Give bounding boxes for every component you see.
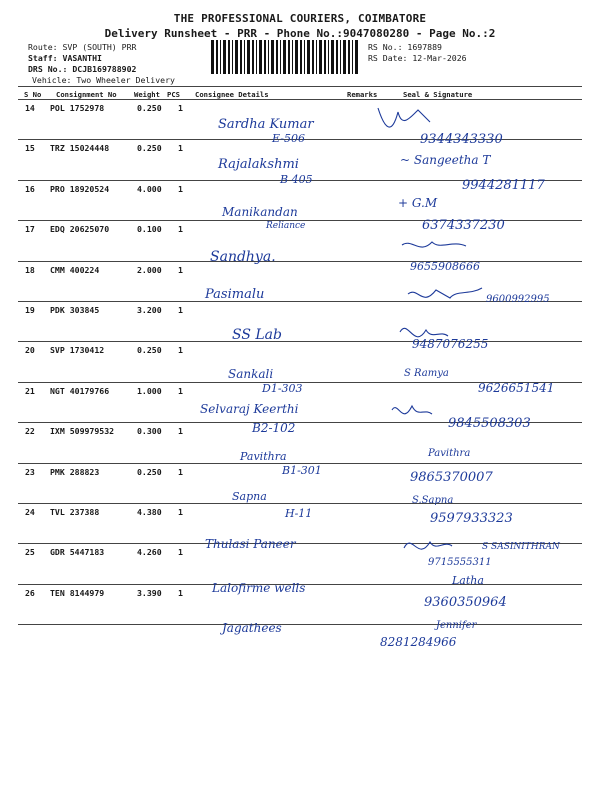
barcode-bar xyxy=(247,40,250,74)
handwriting-signature-22: Pavithra xyxy=(428,448,471,459)
row-pcs: 1 xyxy=(178,426,183,437)
barcode-bar xyxy=(331,40,334,74)
row-weight: 0.300 xyxy=(137,426,162,437)
signature-stroke-18 xyxy=(408,288,482,298)
row-divider xyxy=(18,422,582,423)
row-consignment-no: CMM 400224 xyxy=(50,264,100,275)
barcode-bar xyxy=(256,40,257,74)
row-consignment-no: TRZ 15024448 xyxy=(50,143,110,154)
row-sno: 14 xyxy=(25,103,35,113)
row-sno: 23 xyxy=(25,466,35,477)
barcode-bar xyxy=(292,40,293,74)
barcode-bar xyxy=(319,40,322,74)
route-text: Route: SVP (SOUTH) PRR xyxy=(28,42,137,52)
handwriting-signature-20b: 9626651541 xyxy=(478,381,555,395)
row-pcs: 1 xyxy=(178,264,183,275)
row-sno: 22 xyxy=(25,426,35,437)
barcode-bar xyxy=(328,40,329,74)
handwriting-consignee-16: Manikandan xyxy=(222,205,298,219)
row-pcs: 1 xyxy=(178,224,183,235)
row-consignment-no: SVP 1730412 xyxy=(50,345,105,356)
row-consignment-no: PDK 303845 xyxy=(50,305,100,315)
row-consignment-no: NGT 40179766 xyxy=(50,385,110,396)
row-consignment-no: GDR 5447183 xyxy=(50,547,105,558)
handwriting-consignee-22b: B1-301 xyxy=(282,464,322,477)
row-weight: 2.000 xyxy=(137,264,162,275)
row-consignment-no: PMK 288823 xyxy=(50,466,100,477)
handwriting-consignee-25: Lalofirme wells xyxy=(212,581,306,595)
barcode-bar xyxy=(295,40,298,74)
barcode-bar xyxy=(307,40,310,74)
row-sno: 15 xyxy=(25,143,35,154)
table-header-rule xyxy=(18,99,582,100)
barcode-bar xyxy=(235,40,238,74)
barcode-bar xyxy=(276,40,278,74)
row-pcs: 1 xyxy=(178,183,183,194)
row-consignment-no: IXM 509979532 xyxy=(50,426,115,437)
row-divider xyxy=(18,220,582,221)
handwritten-recipient-signatures xyxy=(378,108,561,649)
barcode-bar xyxy=(259,40,262,74)
row-consignment-no: PRO 18920524 xyxy=(50,183,110,194)
handwriting-consignee-23b: H-11 xyxy=(285,507,313,520)
row-sno: 25 xyxy=(25,547,35,558)
runsheet-subtitle: Delivery Runsheet - PRR - Phone No.:9047080280 - Page No.:2 xyxy=(104,27,496,40)
barcode-bar xyxy=(348,40,350,74)
barcode-bar xyxy=(288,40,290,74)
handwriting-signature-26: Jennifer xyxy=(436,620,477,631)
barcode-bar xyxy=(280,40,281,74)
row-weight: 0.250 xyxy=(137,103,162,113)
row-divider xyxy=(18,382,582,383)
handwriting-consignee-20b: D1-303 xyxy=(262,382,303,395)
barcode-bar xyxy=(223,40,226,74)
row-sno: 16 xyxy=(25,183,35,194)
row-pcs: 1 xyxy=(178,385,183,396)
barcode-bar xyxy=(340,40,341,74)
barcode-bar xyxy=(316,40,317,74)
row-sno: 24 xyxy=(25,507,35,517)
row-divider xyxy=(18,341,582,342)
row-weight: 4.260 xyxy=(137,547,162,558)
handwriting-signature-24b: 9715555311 xyxy=(428,557,492,568)
barcode-bar xyxy=(220,40,221,74)
barcode-bar xyxy=(343,40,346,74)
row-divider xyxy=(18,543,582,544)
handwriting-signature-25: Latha xyxy=(452,574,484,587)
handwriting-consignee-15b: B 405 xyxy=(280,173,313,186)
row-sno: 20 xyxy=(25,345,35,356)
row-consignment-no: TVL 237388 xyxy=(50,507,100,517)
handwritten-consignee-notes xyxy=(200,117,322,635)
signature-stroke-21 xyxy=(392,406,432,414)
row-pcs: 1 xyxy=(178,143,183,154)
handwriting-signature-16b: 6374337230 xyxy=(422,218,505,233)
barcode-bar xyxy=(240,40,242,74)
handwriting-consignee-21: Selvaraj Keerthi xyxy=(200,402,299,416)
row-weight: 0.250 xyxy=(137,345,162,356)
barcode-bar xyxy=(355,40,358,74)
row-pcs: 1 xyxy=(178,547,183,558)
row-pcs: 1 xyxy=(178,345,183,356)
handwriting-signature-23b: 9597933323 xyxy=(430,511,513,526)
signature-stroke-14 xyxy=(378,108,430,127)
staff-value: VASANTHI xyxy=(62,53,102,63)
rs-number: RS No.: 1697889 xyxy=(368,42,442,52)
row-divider xyxy=(18,624,582,625)
handwriting-consignee-14b: E-506 xyxy=(272,132,305,145)
handwriting-signature-25b: 9360350964 xyxy=(424,595,507,610)
handwriting-signature-23: S.Sapna xyxy=(412,495,454,506)
table-top-rule xyxy=(18,86,582,87)
barcode-bar xyxy=(300,40,302,74)
rs-date: RS Date: 12-Mar-2026 xyxy=(368,53,467,63)
vehicle-text: Vehicle: Two Wheeler Delivery xyxy=(32,75,175,85)
handwriting-consignee-22: Pavithra xyxy=(240,450,287,463)
row-sno: 17 xyxy=(25,224,35,235)
row-divider xyxy=(18,503,582,504)
handwriting-consignee-17: Sandhya. xyxy=(210,249,276,265)
handwriting-consignee-14: Sardha Kumar xyxy=(218,117,314,132)
row-divider xyxy=(18,463,582,464)
barcode-bar xyxy=(304,40,305,74)
barcode-bar xyxy=(211,40,214,74)
handwriting-consignee-23: Sapna xyxy=(232,490,267,503)
row-pcs: 1 xyxy=(178,305,183,315)
handwriting-consignee-20: Sankali xyxy=(228,367,274,381)
row-pcs: 1 xyxy=(178,587,183,598)
handwriting-consignee-19: SS Lab xyxy=(232,327,282,343)
row-weight: 4.380 xyxy=(137,507,162,517)
handwriting-signature-14: 9344343330 xyxy=(420,132,503,147)
handwriting-signature-22b: 9865370007 xyxy=(410,470,493,485)
barcode-bar xyxy=(312,40,314,74)
company-title: THE PROFESSIONAL COURIERS, COIMBATORE xyxy=(173,12,427,25)
barcode-bar xyxy=(268,40,269,74)
barcode xyxy=(211,40,359,74)
row-consignment-no: TEN 8144979 xyxy=(50,587,105,598)
barcode-bar xyxy=(216,40,218,74)
handwriting-signature-19: 9487076255 xyxy=(412,337,489,351)
handwriting-consignee-21b: B2-102 xyxy=(252,421,296,435)
handwriting-signature-15b: 9944281117 xyxy=(462,178,545,193)
drs-label: DRS No.: xyxy=(28,64,68,74)
row-weight: 3.200 xyxy=(137,305,162,315)
barcode-bar xyxy=(252,40,254,74)
handwriting-signature-17: 9655908666 xyxy=(410,260,480,273)
handwriting-signature-18: 9600992995 xyxy=(486,294,550,305)
handwriting-consignee-15: Rajalakshmi xyxy=(218,157,299,172)
barcode-bar xyxy=(324,40,326,74)
row-sno: 19 xyxy=(25,305,35,315)
header-consignee: Consignee Details xyxy=(195,90,269,99)
drs-value: DCJB169788902 xyxy=(72,64,137,74)
header-sno: S No xyxy=(24,90,42,99)
row-weight: 0.100 xyxy=(137,224,162,235)
handwriting-consignee-24: Thulasi Paneer xyxy=(205,537,296,551)
handwriting-signature-21: 9845508303 xyxy=(448,416,531,431)
barcode-bar xyxy=(244,40,245,74)
row-weight: 0.250 xyxy=(137,143,162,154)
staff-label: Staff: xyxy=(28,53,58,63)
staff-line xyxy=(28,53,102,63)
header-seal-signature: Seal & Signature xyxy=(403,90,473,99)
row-weight: 1.000 xyxy=(137,385,162,396)
row-divider xyxy=(18,301,582,302)
barcode-bar xyxy=(232,40,233,74)
header-weight: Weight xyxy=(134,90,160,99)
row-weight: 4.000 xyxy=(137,183,162,194)
row-divider xyxy=(18,584,582,585)
barcode-bar xyxy=(271,40,274,74)
row-divider xyxy=(18,261,582,262)
barcode-bar xyxy=(283,40,286,74)
row-pcs: 1 xyxy=(178,507,183,517)
row-divider xyxy=(18,139,582,140)
row-sno: 21 xyxy=(25,385,35,396)
row-sno: 26 xyxy=(25,587,35,598)
row-sno: 18 xyxy=(25,264,35,275)
row-pcs: 1 xyxy=(178,466,183,477)
header-remarks: Remarks xyxy=(347,90,378,99)
barcode-bar xyxy=(352,40,353,74)
row-consignment-no: EDQ 20625070 xyxy=(50,224,110,235)
handwriting-consignee-16b: Reliance xyxy=(266,221,306,231)
handwriting-signature-24: S SASINITHRAN xyxy=(482,542,560,552)
barcode-bar xyxy=(264,40,266,74)
row-divider xyxy=(18,180,582,181)
handwriting-signature-15: ~ Sangeetha T xyxy=(400,153,491,167)
handwriting-signature-20: S Ramya xyxy=(404,368,449,379)
row-consignment-no: POL 1752978 xyxy=(50,103,105,113)
row-weight: 3.390 xyxy=(137,587,162,598)
handwriting-signature-16: + G.M xyxy=(398,196,438,210)
barcode-bar xyxy=(336,40,338,74)
handwriting-consignee-26: Jagathees xyxy=(222,621,282,635)
handwriting-consignee-18: Pasimalu xyxy=(205,287,265,302)
header-consignment: Consignment No xyxy=(56,90,117,99)
row-weight: 0.250 xyxy=(137,466,162,477)
signature-stroke-17 xyxy=(402,242,466,247)
header-pcs: PCS xyxy=(167,90,180,99)
row-pcs: 1 xyxy=(178,103,183,113)
barcode-bar xyxy=(228,40,230,74)
drs-line xyxy=(28,64,136,74)
signature-stroke-19 xyxy=(400,328,448,336)
handwriting-signature-26b: 8281284966 xyxy=(380,635,457,649)
